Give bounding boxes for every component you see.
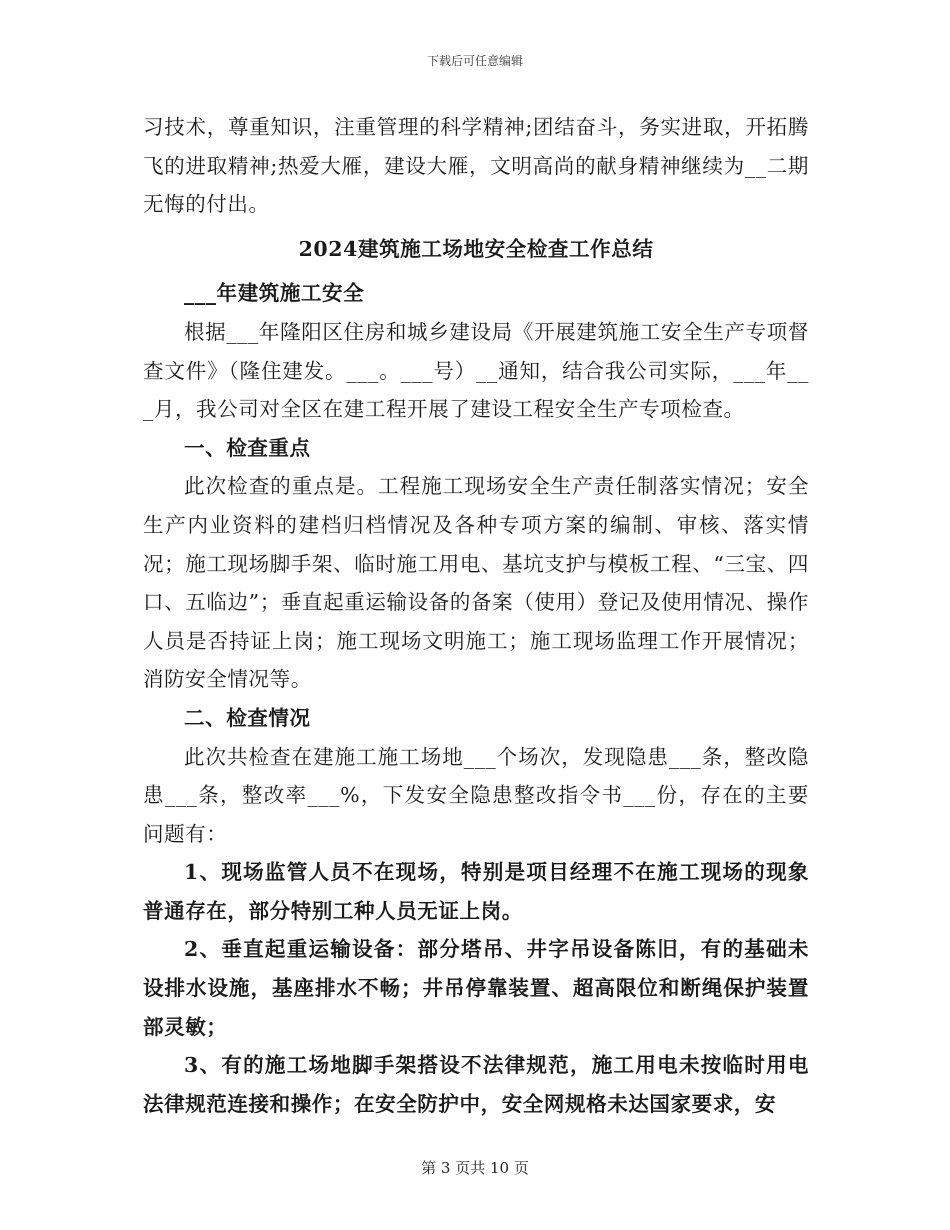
page-footer: 第 3 页共 10 页: [421, 1159, 529, 1177]
section1-paragraph: 此次检查的重点是。工程施工现场安全生产责任制落实情况；安全生产内业资料的建档归档情况及各种专项方案的编制、审核、落实情况；施工现场脚手架、临时施工用电、基坑支护与模板工程、“三宝、四口、五临边”；垂直起重运输设备的备案（使用）登记及使用情况、操作人员是否持证上岗；施工现场文明施工；施工现场监理工作开展情况；消防安全情况等。: [143, 474, 809, 692]
document-body: [143, 108, 809, 1123]
section2-heading: 二、检查情况: [184, 705, 311, 730]
issue-3: 3、有的施工场地脚手架搭设不法律规范，施工用电未按临时用电法律规范连接和操作；在安全防护中，安全网规格未达国家要求，安: [143, 1053, 809, 1116]
document-title: 2024建筑施工场地安全检查工作总结: [298, 236, 654, 261]
issue-1: 1、现场监管人员不在现场，特别是项目经理不在施工现场的现象普通存在，部分特别工种人员无证上岗。: [143, 860, 809, 923]
page-header: 下载后可任意编辑: [426, 54, 523, 68]
issue-2: 2、垂直起重运输设备：部分塔吊、井字吊设备陈旧，有的基础未设排水设施，基座排水不畅；井吊停靠装置、超高限位和断绳保护装置部灵敏；: [143, 937, 809, 1039]
intro-paragraph: 习技术，尊重知识，注重管理的科学精神;团结奋斗，务实进取，开拓腾飞的进取精神;热爱大雁，建设大雁，文明高尚的献身精神继续为__二期无悔的付出。: [143, 115, 809, 217]
basis-paragraph: 根据___年隆阳区住房和城乡建设局《开展建筑施工安全生产专项督查文件》（隆住建发。___。___号）__通知，结合我公司实际，___年___月，我公司对全区在建工程开展了建设工程安全生产专项检查。: [143, 319, 809, 422]
section1-heading: 一、检查重点: [184, 435, 311, 460]
section2-paragraph: 此次共检查在建施工施工场地___个场次，发现隐患___条，整改隐患___条，整改率___%，下发安全隐患整改指令书___份，存在的主要问题有：: [143, 744, 809, 846]
document-subtitle: ___年建筑施工安全: [184, 281, 365, 306]
